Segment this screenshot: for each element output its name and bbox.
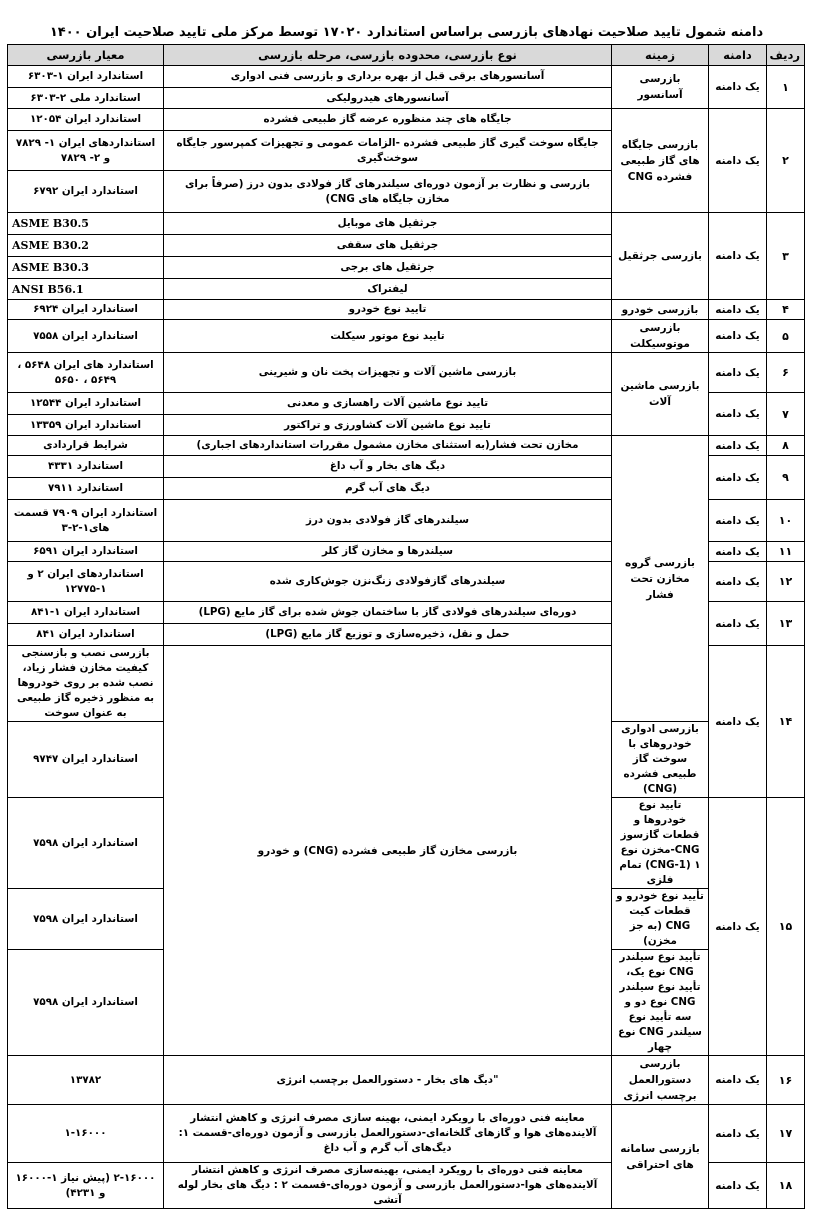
domain-cell: یک دامنه bbox=[709, 320, 767, 353]
accreditation-scope-table bbox=[7, 44, 805, 1209]
table-row bbox=[8, 353, 805, 393]
row-number: ۱۸ bbox=[767, 1163, 805, 1209]
scope-cell: لیفتراک bbox=[164, 279, 612, 300]
standard-cell: استاندارد ایران ۱۲۰۵۴ bbox=[8, 109, 164, 131]
standard-cell: استاندارد ایران ۹۷۴۷ bbox=[8, 722, 164, 798]
row-number: ۴ bbox=[767, 300, 805, 320]
standard-cell: ANSI B56.1 bbox=[8, 279, 164, 300]
standard-cell: استاندارد ایران ۷۵۹۸ bbox=[8, 950, 164, 1056]
scope-cell: "دیگ های بخار - دستورالعمل برچسب انرژی bbox=[164, 1056, 612, 1105]
scope-cell: جرثقیل های برجی bbox=[164, 257, 612, 279]
domain-cell: یک دامنه bbox=[709, 66, 767, 109]
scope-cell: معاینه فنی دوره‌ای با رویکرد ایمنی، بهینه سازی مصرف انرژی و کاهش انتشار آلاینده‌های هوا و گازهای گلخانه‌ای-دستورالعمل بازرسی و آزمون دوره‌ای-قسمت ۱: دیگ‌های آب گرم و آب داغ bbox=[164, 1105, 612, 1163]
standard-cell: ASME B30.5 bbox=[8, 213, 164, 235]
standard-cell: استاندارد ایران ۷۵۹۸ bbox=[8, 798, 164, 889]
standard-cell: استانداردهای ایران ۲ و ۱-۱۲۷۷۵ bbox=[8, 562, 164, 602]
row-number: ۸ bbox=[767, 436, 805, 456]
scope-cell: جایگاه های چند منظوره عرضه گاز طبیعی فشرده bbox=[164, 109, 612, 131]
field-elevator: بازرسی آسانسور bbox=[612, 66, 709, 109]
table-row bbox=[8, 1105, 805, 1163]
table-header-row bbox=[8, 45, 805, 66]
domain-cell: یک دامنه bbox=[709, 109, 767, 213]
standard-cell: استاندارد ایران ۶۵۹۱ bbox=[8, 542, 164, 562]
table-row bbox=[8, 66, 805, 88]
domain-cell: یک دامنه bbox=[709, 456, 767, 500]
scope-cell: دیگ های بخار و آب داغ bbox=[164, 456, 612, 478]
scope-cell: جرثقیل های موبایل bbox=[164, 213, 612, 235]
scope-cell: جرثقیل های سقفی bbox=[164, 235, 612, 257]
header-standard: معیار بازرسی bbox=[8, 45, 164, 66]
domain-cell: یک دامنه bbox=[709, 300, 767, 320]
row-number: ۱۱ bbox=[767, 542, 805, 562]
scope-cell: تأیید نوع خودرو و قطعات کیت CNG (به جز مخزن) bbox=[612, 889, 709, 950]
scope-cell: بازرسی نصب و بازسنجی کیفیت مخازن فشار زیاد، نصب شده بر روی خودروها به منظور ذخیره گاز طبیعی به عنوان سوخت bbox=[8, 646, 164, 722]
scope-cell: سیلندرهای گاز فولادی بدون درز bbox=[164, 500, 612, 542]
standard-cell: استاندارد های ایران ۵۶۴۸ ، ۵۶۴۹ ، ۵۶۵۰ bbox=[8, 353, 164, 393]
standard-cell: ASME B30.2 bbox=[8, 235, 164, 257]
table-row bbox=[8, 213, 805, 235]
scope-cell: آسانسورهای برقی قبل از بهره برداری و بازرسی فنی ادواری bbox=[164, 66, 612, 88]
standard-cell: ۱-۱۶۰۰۰ bbox=[8, 1105, 164, 1163]
row-number: ۹ bbox=[767, 456, 805, 500]
standard-cell: استاندارد ملی ۲-۶۳۰۳ bbox=[8, 88, 164, 109]
scope-cell: تایید نوع ماشین آلات کشاورزی و تراکتور bbox=[164, 415, 612, 436]
standard-cell: استاندارد ایران ۱۳۳۵۹ bbox=[8, 415, 164, 436]
table-row bbox=[8, 109, 805, 131]
row-number: ۳ bbox=[767, 213, 805, 300]
scope-cell: مخازن تحت فشار(به استثنای مخازن مشمول مقررات استانداردهای اجباری) bbox=[164, 436, 612, 456]
scope-cell: دیگ های آب گرم bbox=[164, 478, 612, 500]
header-zamine: زمینه bbox=[612, 45, 709, 66]
standard-cell: استاندارد ایران ۱۲۵۴۴ bbox=[8, 393, 164, 415]
standard-cell: استاندارد ۴۳۳۱ bbox=[8, 456, 164, 478]
table-row bbox=[8, 436, 805, 456]
row-number: ۱۰ bbox=[767, 500, 805, 542]
scope-cell: تایید نوع خودروها و قطعات گازسوز CNG-مخزن نوع ۱ (CNG-1) تمام فلزی bbox=[612, 798, 709, 889]
row-number: ۱۲ bbox=[767, 562, 805, 602]
row-number: ۷ bbox=[767, 393, 805, 436]
row-number: ۱۳ bbox=[767, 602, 805, 646]
field-vehicle: بازرسی خودرو bbox=[612, 300, 709, 320]
row-number: ۱۷ bbox=[767, 1105, 805, 1163]
field-motorcycle: بازرسی موتوسیکلت bbox=[612, 320, 709, 353]
scope-cell: حمل و نقل، ذخیره‌سازی و توزیع گاز مایع (LPG) bbox=[164, 624, 612, 646]
standard-cell: استاندارد ایران ۷۵۹۸ bbox=[8, 889, 164, 950]
scope-cell: دوره‌ای سیلندرهای فولادی گاز با ساختمان جوش شده برای گاز مایع (LPG) bbox=[164, 602, 612, 624]
domain-cell: یک دامنه bbox=[709, 436, 767, 456]
scope-cell: تایید نوع خودرو bbox=[164, 300, 612, 320]
domain-cell: یک دامنه bbox=[709, 1105, 767, 1163]
scope-cell: تأیید نوع سیلندر CNG نوع یک، تأیید نوع سیلندر CNG نوع دو و سه تأیید نوع سیلندر CNG نوع چهار bbox=[612, 950, 709, 1056]
scope-cell: بازرسی ادواری خودروهای با سوخت گاز طبیعی فشرده (CNG) bbox=[612, 722, 709, 798]
standard-cell: استاندارد ایران ۷۹۰۹ قسمت های۱-۲-۳ bbox=[8, 500, 164, 542]
standard-cell: استاندارد ایران ۱-۸۴۱ bbox=[8, 602, 164, 624]
row-number: ۶ bbox=[767, 353, 805, 393]
standard-cell: استانداردهای ایران ۱- ۷۸۲۹ و ۲- ۷۸۲۹ bbox=[8, 131, 164, 171]
scope-cell: تایید نوع موتور سیکلت bbox=[164, 320, 612, 353]
standard-cell: استاندارد ۷۹۱۱ bbox=[8, 478, 164, 500]
field-energy-label: بازرسی دستورالعمل برچسب انرژی bbox=[612, 1056, 709, 1105]
row-number: ۵ bbox=[767, 320, 805, 353]
field-cng-vehicle: بازرسی مخازن گاز طبیعی فشرده (CNG) و خودرو bbox=[164, 646, 612, 1056]
field-crane: بازرسی جرثقیل bbox=[612, 213, 709, 300]
header-scope: نوع بازرسی، محدوده بازرسی، مرحله بازرسی bbox=[164, 45, 612, 66]
scope-cell: جایگاه سوخت گیری گاز طبیعی فشرده -الزامات عمومی و تجهیزات کمپرسور جایگاه سوخت‌گیری bbox=[164, 131, 612, 171]
scope-cell: آسانسورهای هیدرولیکی bbox=[164, 88, 612, 109]
header-damane: دامنه bbox=[709, 45, 767, 66]
domain-cell: یک دامنه bbox=[709, 602, 767, 646]
scope-cell: تایید نوع ماشین آلات راهسازی و معدنی bbox=[164, 393, 612, 415]
domain-cell: یک دامنه bbox=[709, 393, 767, 436]
field-machinery: بازرسی ماشین آلات bbox=[612, 353, 709, 436]
domain-cell: یک دامنه bbox=[709, 798, 767, 1056]
domain-cell: یک دامنه bbox=[709, 646, 767, 798]
table-row bbox=[8, 320, 805, 353]
row-number: ۱۴ bbox=[767, 646, 805, 798]
standard-cell: ASME B30.3 bbox=[8, 257, 164, 279]
scope-cell: سیلندرها و مخازن گاز کلر bbox=[164, 542, 612, 562]
row-number: ۲ bbox=[767, 109, 805, 213]
field-cng-station: بازرسی جایگاه های گاز طبیعی فشرده CNG bbox=[612, 109, 709, 213]
standard-cell: شرایط قراردادی bbox=[8, 436, 164, 456]
domain-cell: یک دامنه bbox=[709, 353, 767, 393]
standard-cell: ۱۳۷۸۲ bbox=[8, 1056, 164, 1105]
table-row bbox=[8, 1056, 805, 1105]
domain-cell: یک دامنه bbox=[709, 562, 767, 602]
standard-cell: استاندارد ایران ۸۴۱ bbox=[8, 624, 164, 646]
scope-cell: بازرسی و نظارت بر آزمون دوره‌ای سیلندرهای گاز فولادی بدون درز (صرفاً برای مخازن جایگاه های CNG) bbox=[164, 171, 612, 213]
row-number: ۱ bbox=[767, 66, 805, 109]
domain-cell: یک دامنه bbox=[709, 1163, 767, 1209]
field-combustion: بازرسی سامانه های احتراقی bbox=[612, 1105, 709, 1209]
header-radif: ردیف bbox=[767, 45, 805, 66]
page-title: دامنه شمول تایید صلاحیت نهادهای بازرسی براساس استاندارد ۱۷۰۲۰ توسط مرکز ملی تایید صلاحیت ایران ۱۴۰۰ bbox=[49, 25, 764, 40]
table-row bbox=[8, 300, 805, 320]
field-pressure-vessels: بازرسی گروه مخازن تحت فشار bbox=[612, 436, 709, 722]
domain-cell: یک دامنه bbox=[709, 500, 767, 542]
domain-cell: یک دامنه bbox=[709, 1056, 767, 1105]
standard-cell: ۲-۱۶۰۰۰ (پیش نیاز ۱-۱۶۰۰۰ و ۴۲۳۱) bbox=[8, 1163, 164, 1209]
domain-cell: یک دامنه bbox=[709, 542, 767, 562]
standard-cell: استاندارد ایران ۷۵۵۸ bbox=[8, 320, 164, 353]
scope-cell: سیلندرهای گازفولادی زنگ‌نزن جوش‌کاری شده bbox=[164, 562, 612, 602]
standard-cell: استاندارد ایران ۶۷۹۲ bbox=[8, 171, 164, 213]
row-number: ۱۵ bbox=[767, 798, 805, 1056]
standard-cell: استاندارد ایران ۶۹۲۴ bbox=[8, 300, 164, 320]
standard-cell: استاندارد ایران ۱-۶۳۰۳ bbox=[8, 66, 164, 88]
scope-cell: معاینه فنی دوره‌ای با رویکرد ایمنی، بهینه‌سازی مصرف انرژی و کاهش انتشار آلاینده‌های هوا-دستورالعمل بازرسی و آزمون دوره‌ای-قسمت ۲ : دیگ های بخار لوله آتشی bbox=[164, 1163, 612, 1209]
row-number: ۱۶ bbox=[767, 1056, 805, 1105]
domain-cell: یک دامنه bbox=[709, 213, 767, 300]
scope-cell: بازرسی ماشین آلات و تجهیزات پخت نان و شیرینی bbox=[164, 353, 612, 393]
